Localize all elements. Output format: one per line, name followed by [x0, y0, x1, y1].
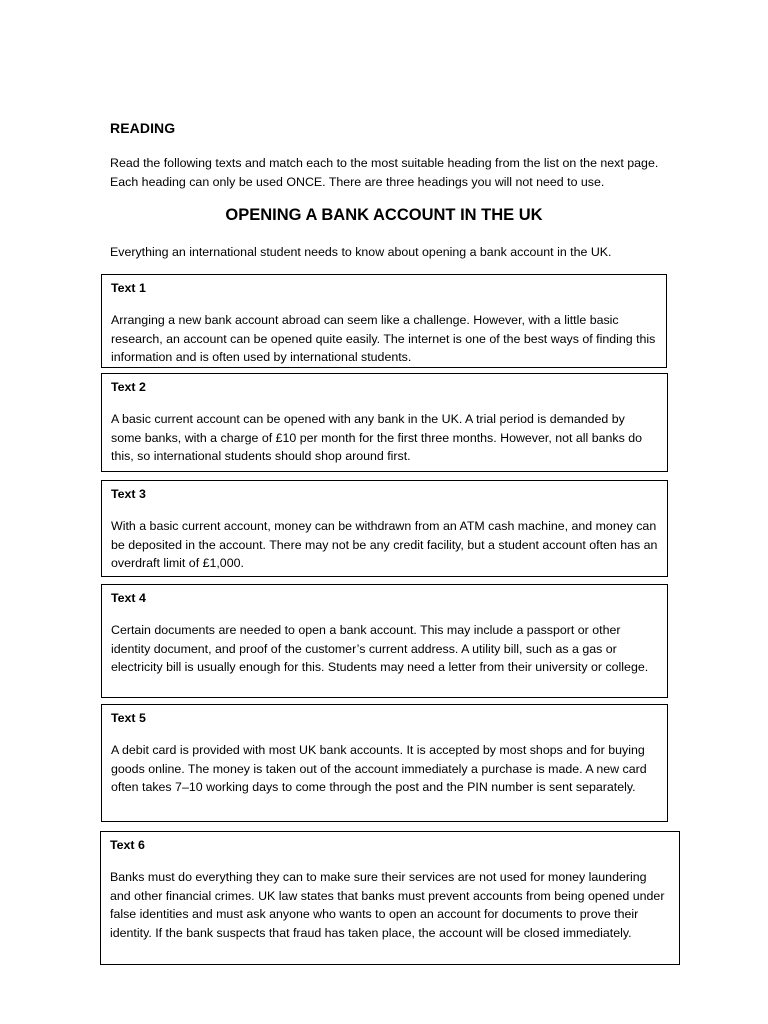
text-box-body: Arranging a new bank account abroad can seem like a challenge. However, with a little basic research, an account can be opened quite easily. The internet is one of the best ways of finding this information and is often used by international students.	[111, 313, 656, 365]
page-title: OPENING A BANK ACCOUNT IN THE UK	[225, 206, 543, 224]
text-box-label: Text 1	[111, 281, 146, 295]
text-box-body: Banks must do everything they can to make sure their services are not used for money laundering and other financial crimes. UK law states that banks must prevent accounts from being opened under false identities and must ask anyone who wants to open an account for documents to prove their identity. If the bank suspects that fraud has taken place, the account will be closed immediately.	[110, 870, 665, 940]
text-box-6	[100, 831, 680, 965]
text-box-body: Certain documents are needed to open a bank account. This may include a passport or other identity document, and proof of the customer’s current address. A utility bill, such as a gas or electricity bill is usually enough for this. Students may need a letter from their university or college.	[111, 623, 649, 675]
text-box-1	[101, 274, 667, 368]
instructions: Read the following texts and match each to the most suitable heading from the list on the next page. Each heading can only be used ONCE. There are three headings you will not need to use.	[110, 156, 659, 189]
text-box-label: Text 2	[111, 380, 146, 394]
text-box-label: Text 6	[110, 838, 145, 852]
text-box-label: Text 4	[111, 591, 146, 605]
text-box-label: Text 3	[111, 487, 146, 501]
text-box-3	[101, 480, 668, 577]
text-box-5	[101, 704, 668, 822]
section-heading: READING	[110, 120, 176, 136]
text-box-4	[101, 584, 668, 698]
text-box-label: Text 5	[111, 711, 146, 725]
text-box-body: A debit card is provided with most UK bank accounts. It is accepted by most shops and for buying goods online. The money is taken out of the account immediately a purchase is made. A new card often takes 7–10 working days to come through the post and the PIN number is sent separately.	[111, 743, 647, 795]
text-box-body: A basic current account can be opened with any bank in the UK. A trial period is demanded by some banks, with a charge of £10 per month for the first three months. However, not all banks do this, so international students should shop around first.	[111, 412, 643, 464]
text-box-body: With a basic current account, money can be withdrawn from an ATM cash machine, and money can be deposited in the account. There may not be any credit facility, but a student account often has an overdraft limit of £1,000.	[111, 519, 658, 571]
intro-text: Everything an international student needs to know about opening a bank account in the UK.	[110, 245, 612, 259]
text-box-2	[101, 373, 668, 472]
